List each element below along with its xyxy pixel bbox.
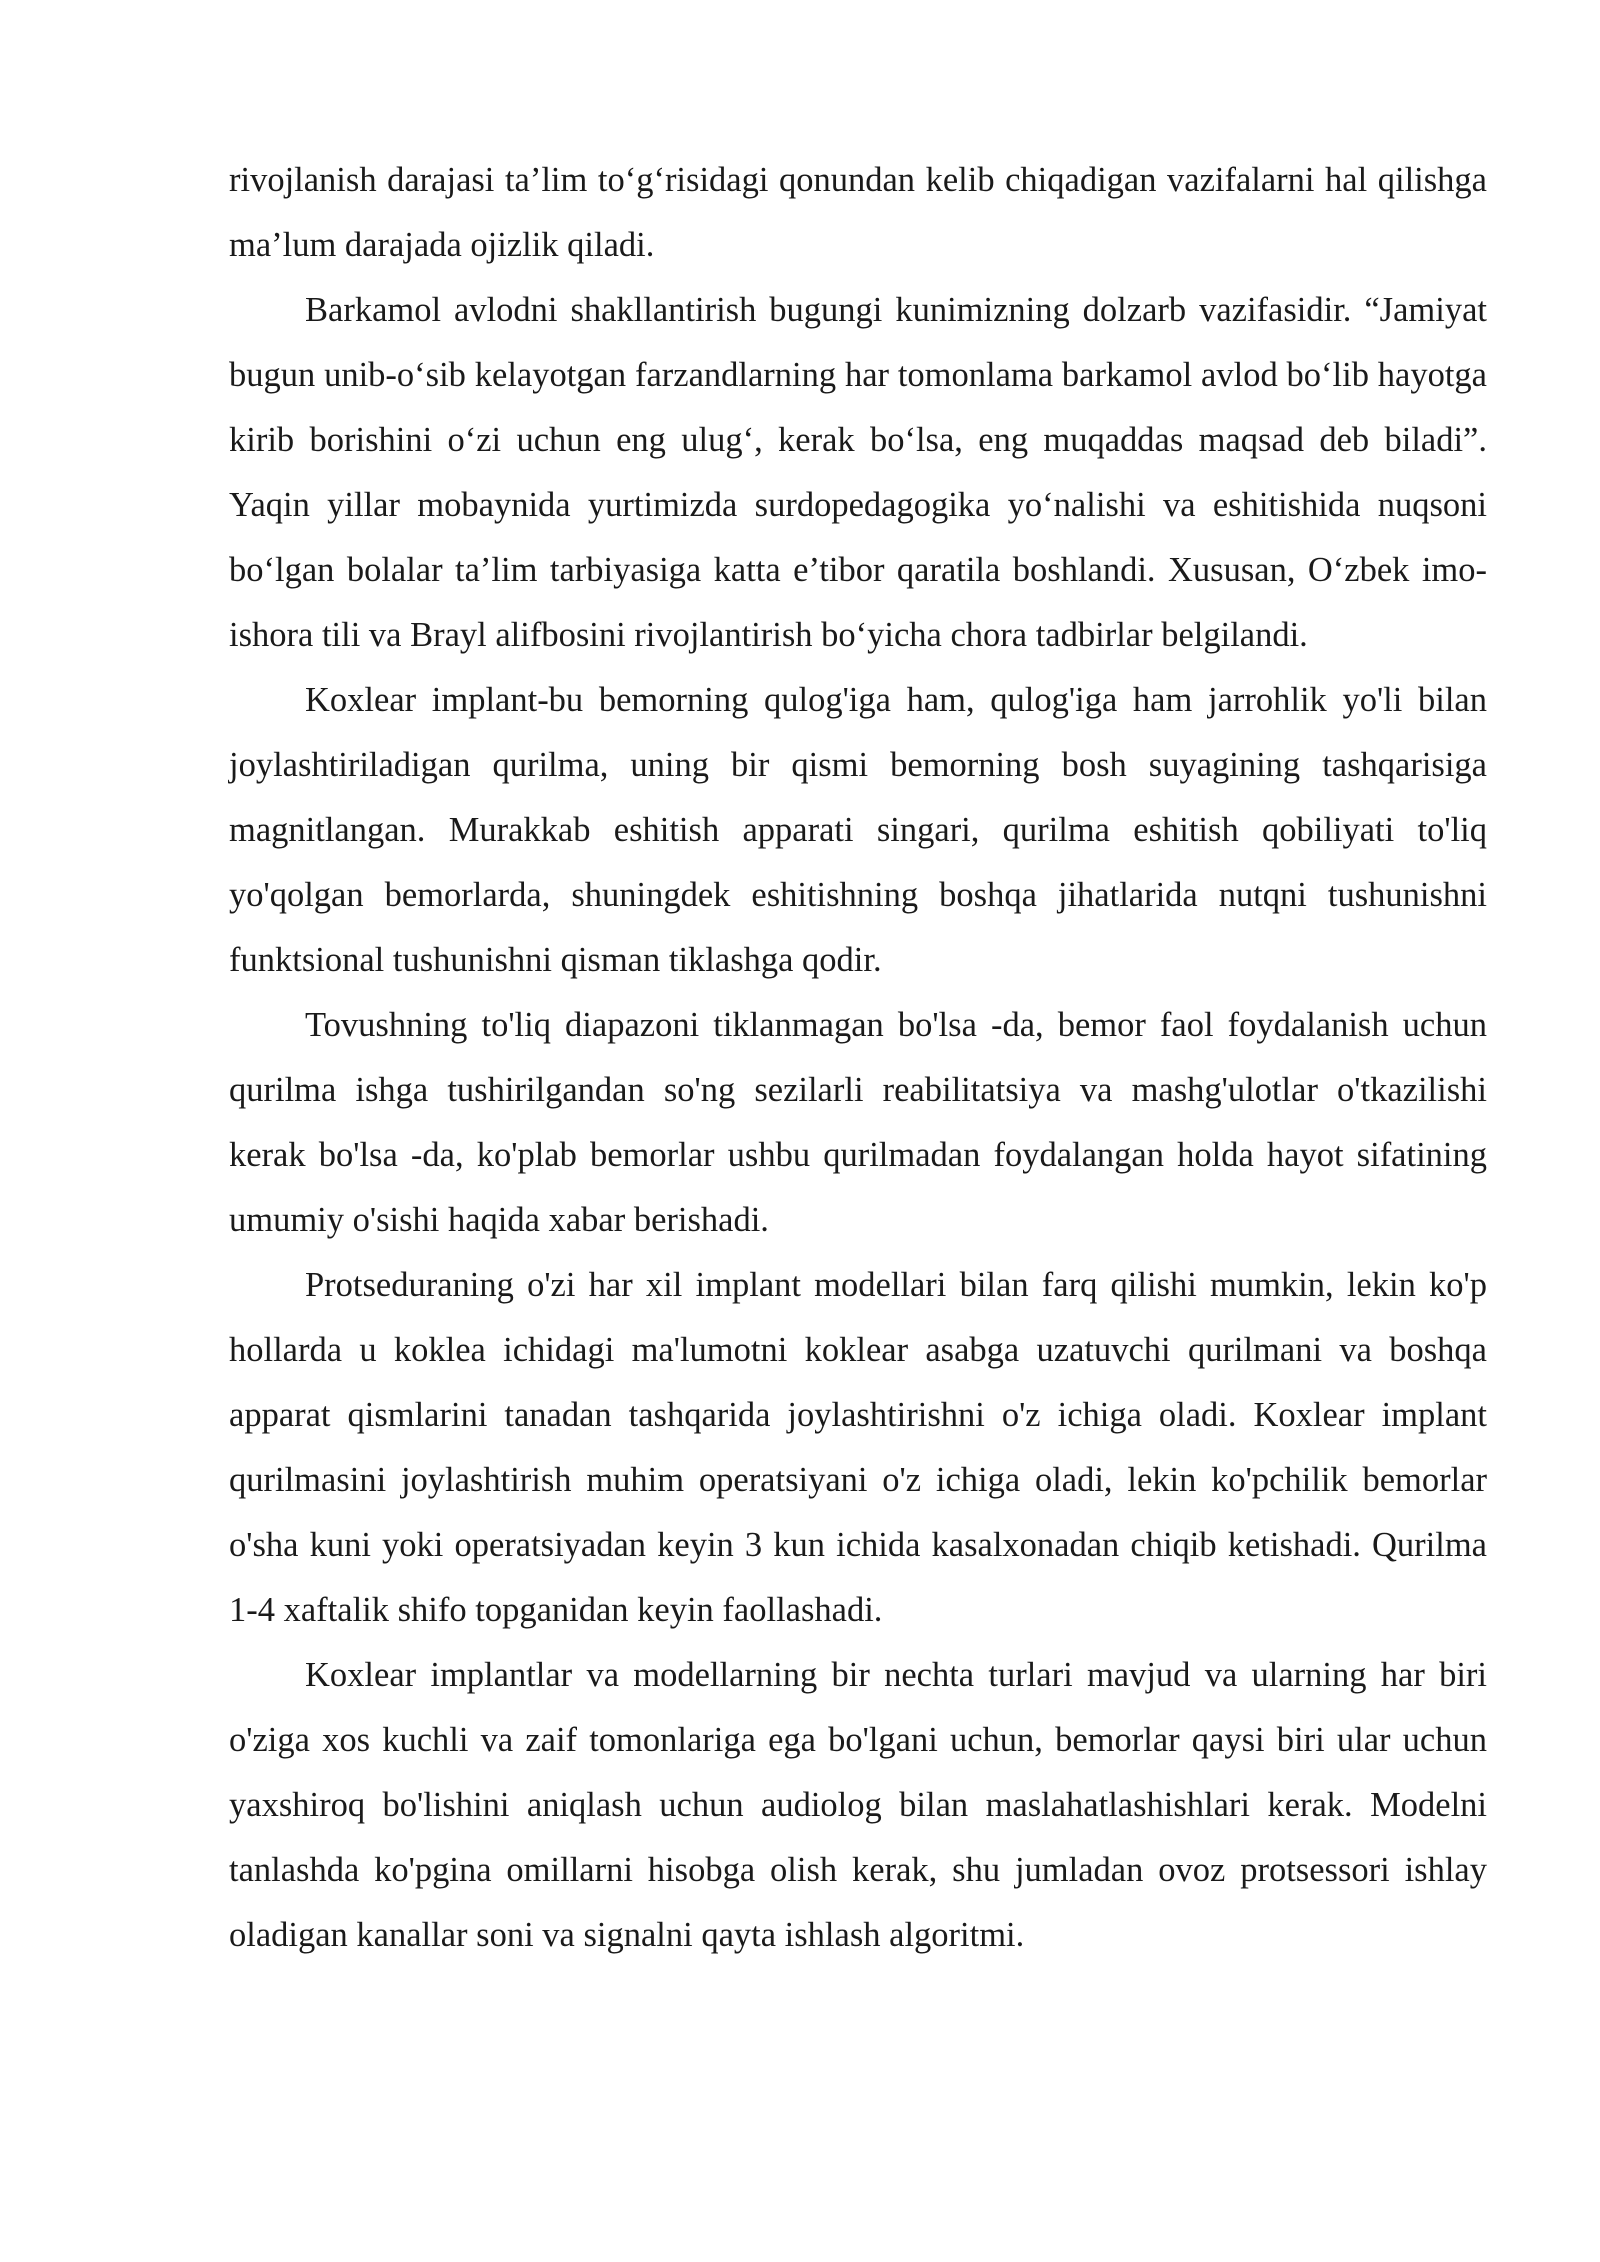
paragraph-koxlear-implant-definition: Koxlear implant-bu bemorning qulog'iga ham, qulog'iga ham jarrohlik yo'li bilan joylashtiriladigan qurilma, uning bir qismi bemorning bosh suyagining tashqarisiga magnitlangan. Murakkab eshitish apparati singari, qurilma eshitish qobiliyati to'liq yo'qolgan bemorlarda, shuningdek eshitishning boshqa jihatlarida nutqni tushunishni funktsional tushunishni qisman tiklashga qodir. [229, 681, 1487, 979]
paragraph-barkamol-avlod: Barkamol avlodni shakllantirish bugungi kunimizning dolzarb vazifasidir. “Jamiyat bugun unib-o‘sib kelayotgan farzandlarning har tomonlama barkamol avlod bo‘lib hayotga kirib borishini o‘zi uchun eng ulug‘, kerak bo‘lsa, eng muqaddas maqsad deb biladi”. Yaqin yillar mobaynida yurtimizda surdopedagogika yo‘nalishi va eshitishida nuqsoni bo‘lgan bolalar ta’lim tarbiyasiga katta e’tibor qaratila boshlandi. Xususan, O‘zbek imo-ishora tili va Brayl alifbosini rivojlantirish bo‘yicha chora tadbirlar belgilandi. [229, 291, 1487, 654]
paragraph-tovushning-diapazoni: Tovushning to'liq diapazoni tiklanmagan bo'lsa -da, bemor faol foydalanish uchun qurilma ishga tushirilgandan so'ng sezilarli reabilitatsiya va mashg'ulotlar o'tkazilishi kerak bo'lsa -da, ko'plab bemorlar ushbu qurilmadan foydalangan holda hayot sifatining umumiy o'sishi haqida xabar berishadi. [229, 1006, 1487, 1239]
paragraph-protsedura: Protseduraning o'zi har xil implant modellari bilan farq qilishi mumkin, lekin ko'p hollarda u koklea ichidagi ma'lumotni koklear asabga uzatuvchi qurilmani va boshqa apparat qismlarini tanadan tashqarida joylashtirishni o'z ichiga oladi. Koxlear implant qurilmasini joylashtirish muhim operatsiyani o'z ichiga oladi, lekin ko'pchilik bemorlar o'sha kuni yoki operatsiyadan keyin 3 kun ichida kasalxonadan chiqib ketishadi. Qurilma 1-4 xaftalik shifo topganidan keyin faollashadi. [229, 1266, 1487, 1629]
document-page [229, 148, 1487, 1968]
paragraph-implant-modellari: Koxlear implantlar va modellarning bir nechta turlari mavjud va ularning har biri o'ziga xos kuchli va zaif tomonlariga ega bo'lgani uchun, bemorlar qaysi biri ular uchun yaxshiroq bo'lishini aniqlash uchun audiolog bilan maslahatlashishlari kerak. Modelni tanlashda ko'pgina omillarni hisobga olish kerak, shu jumladan ovoz protsessori ishlay oladigan kanallar soni va signalni qayta ishlash algoritmi. [229, 1656, 1487, 1954]
paragraph-continuation: rivojlanish darajasi ta’lim to‘g‘risidagi qonundan kelib chiqadigan vazifalarni hal qilishga ma’lum darajada ojizlik qiladi. [229, 161, 1487, 264]
